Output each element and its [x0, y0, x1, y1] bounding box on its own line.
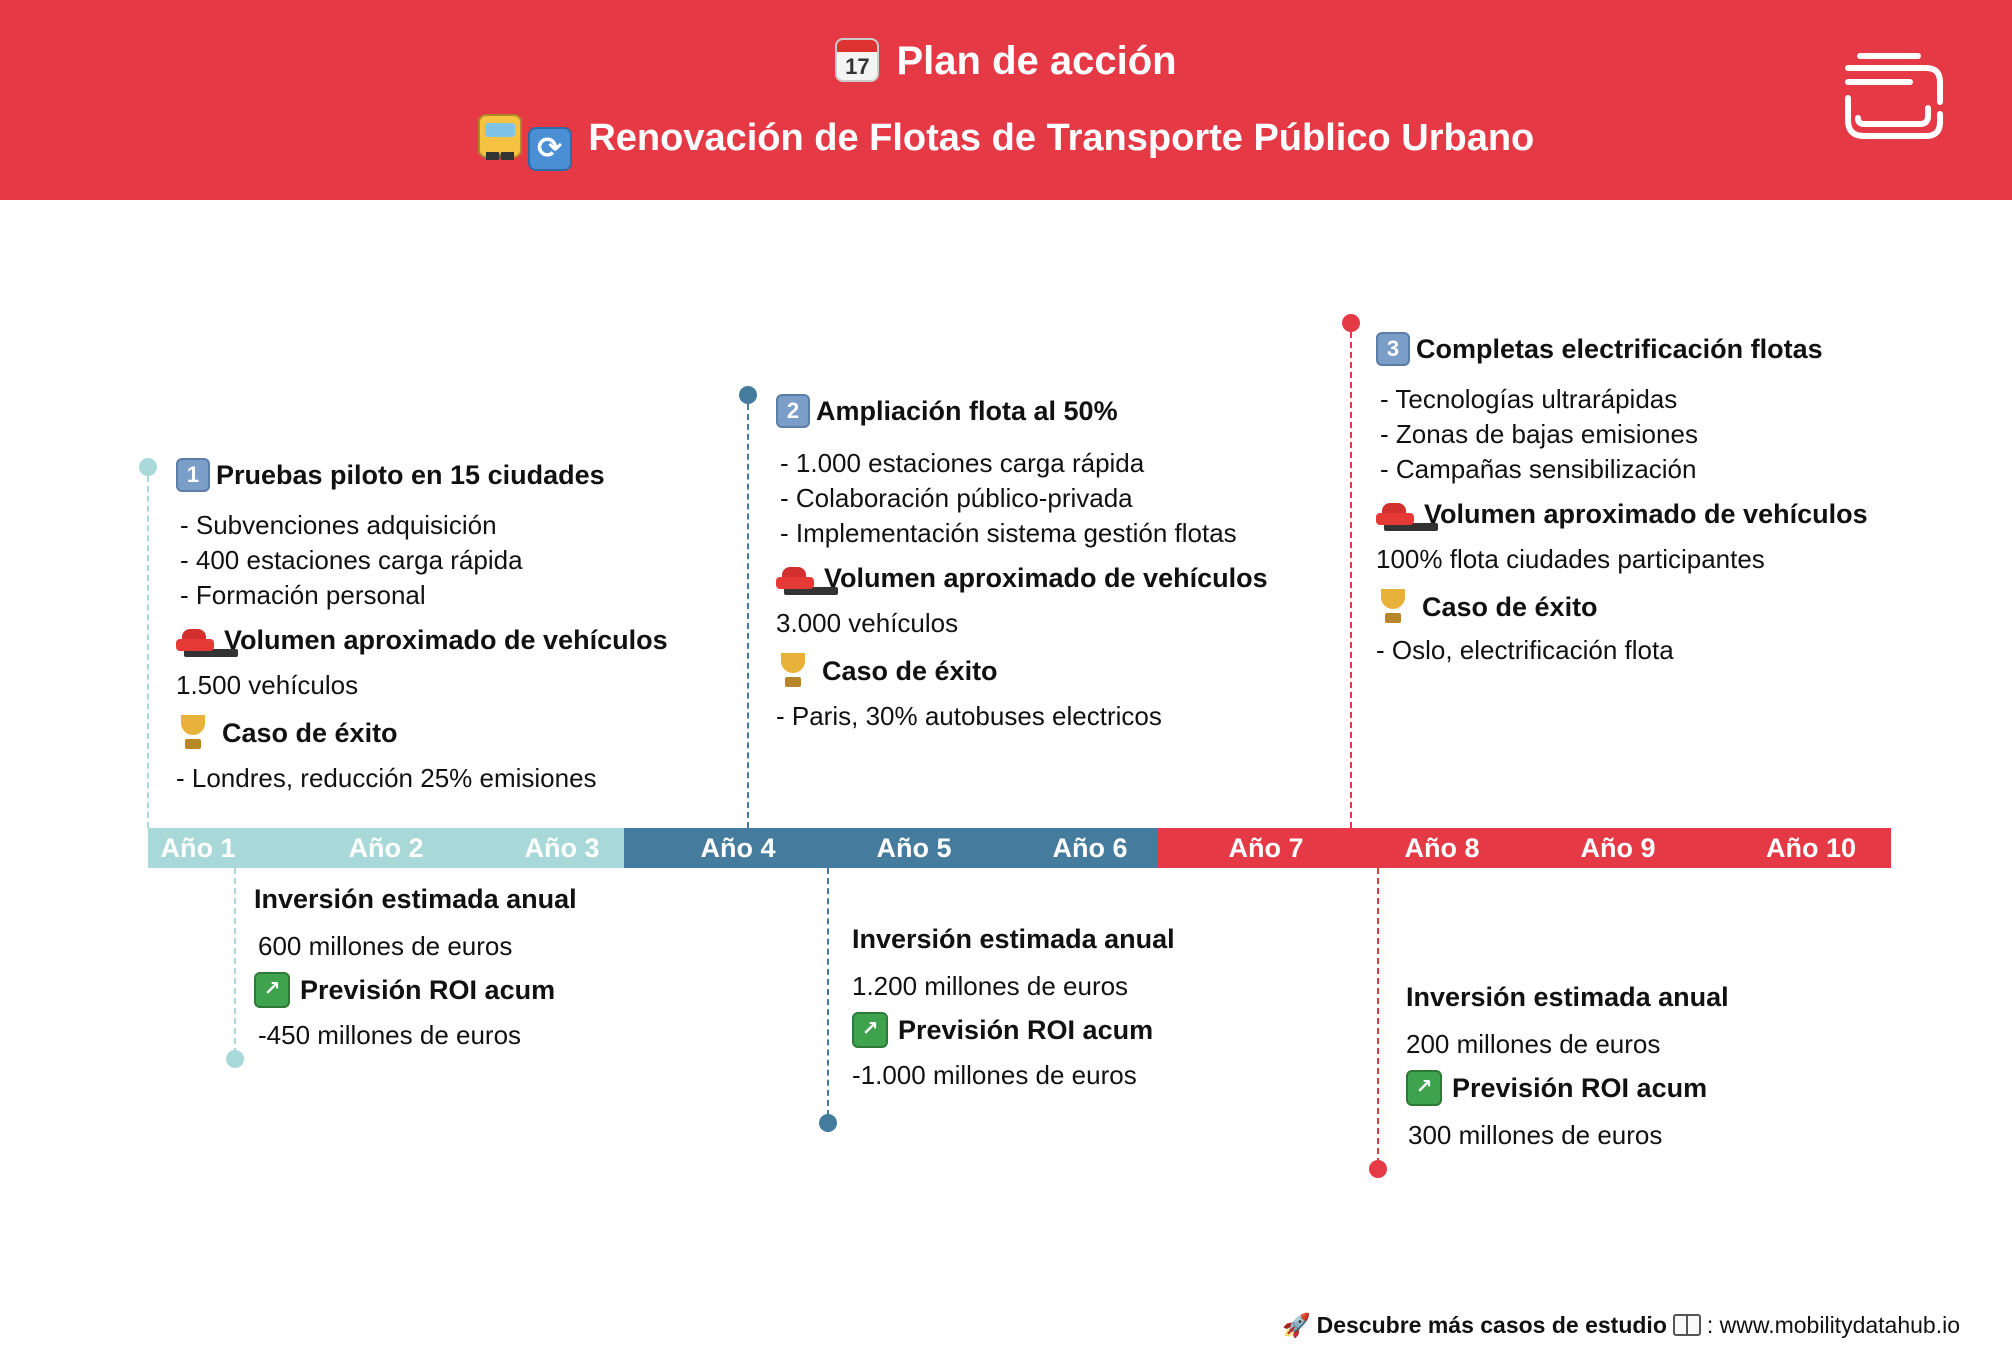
phase2-bottom-dot: [819, 1114, 837, 1132]
refresh-icon: ⟳: [528, 127, 572, 171]
phase3-success-label: Caso de éxito: [1376, 589, 1868, 625]
chart-increasing-icon: ↗: [1406, 1070, 1442, 1106]
phase3-bottom-connector: [1377, 868, 1379, 1164]
phase1-bottom-dot: [226, 1050, 244, 1068]
timeline-bar: [148, 828, 1891, 868]
phase2-bottom-connector: [827, 868, 829, 1116]
phase2-item: - Colaboración público-privada: [780, 483, 1133, 513]
phase3-details: [1376, 332, 1868, 666]
phase3-success-value: - Oslo, electrificación flota: [1376, 635, 1674, 665]
keycap-2-icon: 2: [776, 394, 810, 428]
phase1-roi-value: -450 millones de euros: [258, 1020, 522, 1050]
year-label: Año 3: [524, 833, 600, 863]
bus-icon: [478, 114, 522, 158]
phase3-volume-value: 100% flota ciudades participantes: [1376, 544, 1765, 574]
phase3-item: - Campañas sensibilización: [1380, 454, 1697, 484]
phase2-item: - 1.000 estaciones carga rápida: [780, 448, 1145, 478]
footer: [1282, 1312, 1960, 1339]
year-label: Año 8: [1404, 833, 1480, 863]
phase3-roi-label: ↗ Previsión ROI acum: [1406, 1070, 1729, 1106]
trophy-icon: [776, 653, 810, 689]
phase2-finance: [852, 924, 1175, 1091]
phase1-success-value: - Londres, reducción 25% emisiones: [176, 763, 597, 793]
year-label: Año 9: [1580, 833, 1656, 863]
phase2-investment-label: Inversión estimada anual: [852, 924, 1175, 954]
phase1-item: - Formación personal: [180, 580, 426, 610]
footer-cta: Descubre más casos de estudio: [1316, 1312, 1667, 1338]
phase2-volume-label: Volumen aproximado de vehículos: [776, 563, 1268, 594]
year-label: Año 6: [1052, 833, 1128, 863]
logo-icon: [1840, 48, 1952, 152]
phase1-volume-value: 1.500 vehículos: [176, 670, 359, 700]
phase1-finance: [254, 884, 577, 1051]
car-icon: [1376, 500, 1414, 530]
phase3-volume-label: Volumen aproximado de vehículos: [1376, 499, 1868, 530]
phase2-investment-value: 1.200 millones de euros: [852, 971, 1129, 1001]
phase1-investment-value: 600 millones de euros: [258, 931, 513, 961]
chart-increasing-icon: ↗: [852, 1012, 888, 1048]
page-subtitle: ⟳ Renovación de Flotas de Transporte Público Urbano: [0, 114, 2012, 171]
phase3-top-dot: [1342, 314, 1360, 332]
phase1-roi-label: ↗ Previsión ROI acum: [254, 972, 577, 1008]
rocket-icon: 🚀: [1281, 1312, 1311, 1338]
phase3-investment-value: 200 millones de euros: [1406, 1029, 1661, 1059]
phase1-top-dot: [139, 458, 157, 476]
page-title: 17 Plan de acción: [0, 38, 2012, 84]
phase2-title: 2 Ampliación flota al 50%: [776, 394, 1268, 428]
year-label: Año 10: [1765, 833, 1857, 863]
phase1-volume-label: Volumen aproximado de vehículos: [176, 625, 668, 656]
trophy-icon: [1376, 589, 1410, 625]
year-label: Año 4: [700, 833, 776, 863]
year-label: Año 7: [1228, 833, 1304, 863]
phase1-details: [176, 458, 668, 794]
year-label: Año 1: [160, 833, 236, 863]
phase2-roi-label: ↗ Previsión ROI acum: [852, 1012, 1175, 1048]
book-icon: [1673, 1314, 1701, 1336]
footer-url[interactable]: : www.mobilitydatahub.io: [1706, 1312, 1960, 1338]
phase1-title: 1 Pruebas piloto en 15 ciudades: [176, 458, 668, 492]
phase1-success-label: Caso de éxito: [176, 715, 668, 751]
phase1-bottom-connector: [234, 868, 236, 1054]
phase1-item: - 400 estaciones carga rápida: [180, 545, 523, 575]
phase3-finance: [1406, 982, 1729, 1151]
phase3-item: - Tecnologías ultrarápidas: [1380, 384, 1678, 414]
header-banner: [0, 0, 2012, 200]
phase2-volume-value: 3.000 vehículos: [776, 608, 959, 638]
trophy-icon: [176, 715, 210, 751]
phase1-investment-label: Inversión estimada anual: [254, 884, 577, 914]
phase2-details: [776, 394, 1268, 732]
calendar-icon: 17: [835, 38, 879, 82]
year-label: Año 2: [348, 833, 424, 863]
phase3-bottom-dot: [1369, 1160, 1387, 1178]
phase1-top-connector: [147, 476, 149, 828]
phase1-item: - Subvenciones adquisición: [180, 510, 497, 540]
phase2-success-label: Caso de éxito: [776, 653, 1268, 689]
phase3-roi-value: 300 millones de euros: [1408, 1120, 1663, 1150]
phase2-success-value: - Paris, 30% autobuses electricos: [776, 701, 1162, 731]
car-icon: [176, 626, 214, 656]
phase2-top-dot: [739, 386, 757, 404]
phase2-top-connector: [747, 404, 749, 828]
phase3-item: - Zonas de bajas emisiones: [1380, 419, 1698, 449]
year-label: Año 5: [876, 833, 952, 863]
keycap-3-icon: 3: [1376, 332, 1410, 366]
phase3-investment-label: Inversión estimada anual: [1406, 982, 1729, 1012]
chart-increasing-icon: ↗: [254, 972, 290, 1008]
phase2-roi-value: -1.000 millones de euros: [852, 1060, 1137, 1090]
phase3-title: 3 Completas electrificación flotas: [1376, 332, 1868, 366]
keycap-1-icon: 1: [176, 458, 210, 492]
car-icon: [776, 564, 814, 594]
phase3-top-connector: [1350, 332, 1352, 828]
phase2-item: - Implementación sistema gestión flotas: [780, 518, 1237, 548]
